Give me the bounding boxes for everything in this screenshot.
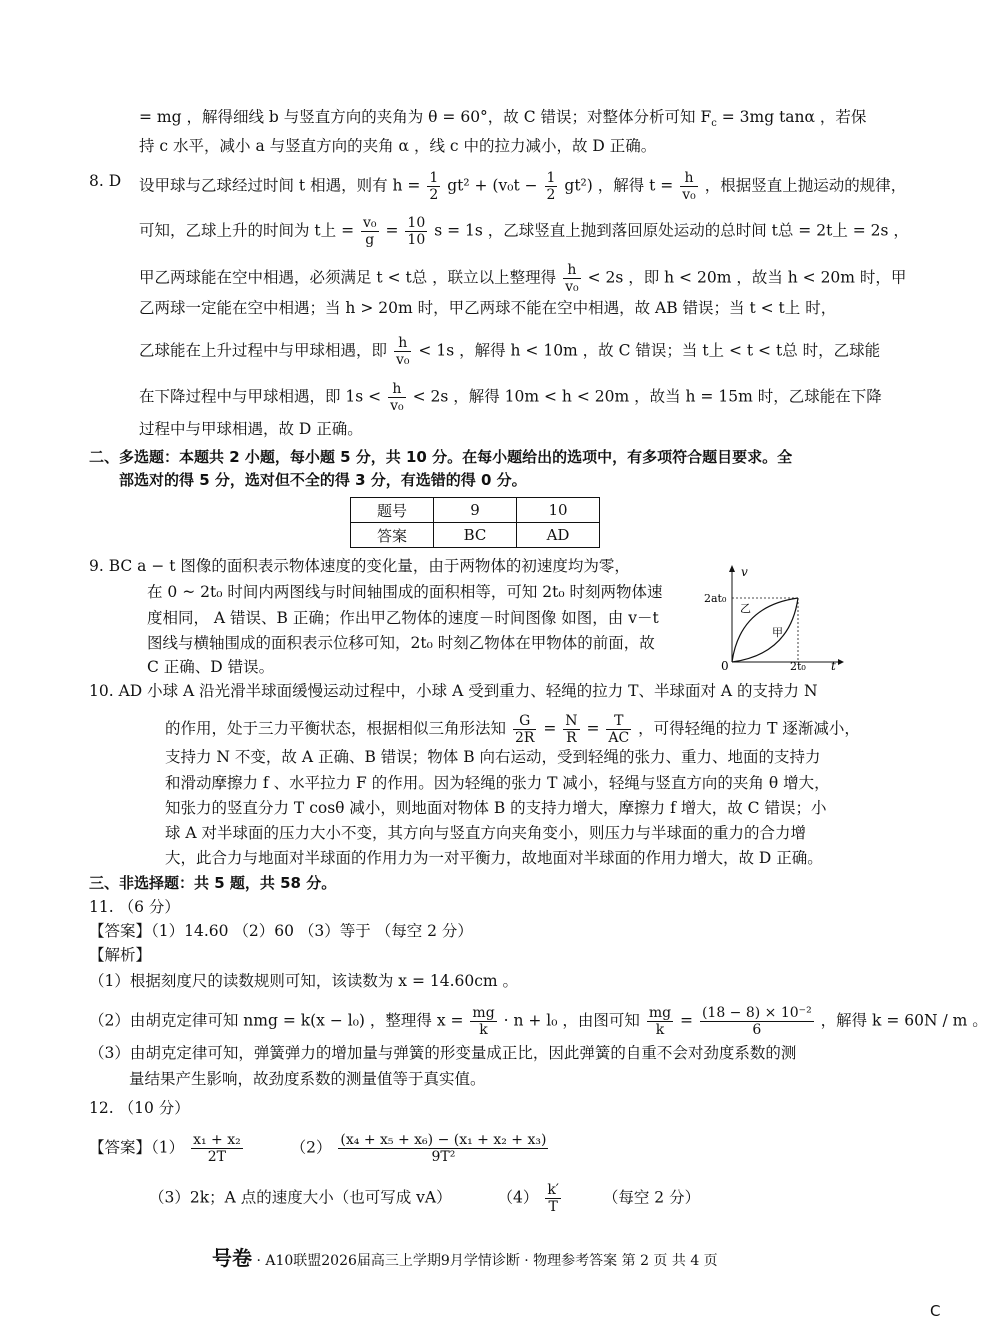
table-row — [351, 523, 600, 548]
t-axis-label: t — [831, 659, 836, 673]
q10-line1: 10. AD 小球 A 沿光滑半球面缓慢运动过程中，小球 A 受到重力、轻绳的拉力 T、半球面对 A 的支持力 N — [89, 682, 818, 700]
t-axis-arrow — [838, 659, 844, 665]
y-tick-label: 2at₀ — [704, 592, 727, 605]
table-header-cell: 10 — [517, 498, 600, 523]
table-row — [351, 498, 600, 523]
section2-heading-line1: 二、多选题：本题共 2 小题，每小题 5 分，共 10 分。在每小题给出的选项中，有多项符合题目要求。全 — [89, 448, 793, 466]
q10-line7: 大，此合力与地面对半球面的作用力为一对平衡力，故地面对半球面的作用力增大，故 D 正确。 — [165, 849, 823, 867]
q8-line1: 设甲球与乙球经过时间 t 相遇，则有 h = $\frac{1}{2}$ gt² + (v₀t − $\frac{1}{2}$ gt²) ，解得 t = $\frac{h}{\text{v₀}}$ ，根据竖直上抛运动的规律， — [139, 170, 907, 203]
brand-logo: 号卷 — [212, 1246, 252, 1270]
origin-label: 0 — [721, 659, 729, 673]
q9-line3: 度相同， A 错误、B 正确；作出甲乙物体的速度－时间图像 如图，由 v－t — [147, 609, 659, 627]
q8-line4: 乙两球一定能在空中相遇；当 h > 20m 时，甲乙两球不能在空中相遇，故 AB 错误；当 t < t上 时， — [139, 299, 837, 317]
section2-heading-line2: 部选对的得 5 分，选对但不全的得 3 分，有选错的得 0 分。 — [119, 471, 527, 489]
x-tick-label: 2t₀ — [790, 660, 806, 673]
q8-line6: 在下降过程中与甲球相遇，即 1s < $\frac{h}{\text{v₀}}$ < 2s ，解得 10m < h < 20m ，故当 h = 15m 时，乙球能在下降 — [139, 381, 882, 414]
q11-step3-line1: （3）由胡克定律可知，弹簧弹力的增加量与弹簧的形变量成正比，因此弹簧的自重不会对劲度系数的测 — [89, 1044, 797, 1062]
q11-title: 11. （6 分） — [89, 898, 180, 916]
q10-line6: 球 A 对半球面的压力大小不变，其方向与竖直方向夹角变小，则压力与半球面的重力的合力增 — [165, 824, 807, 842]
q9-line5: C 正确、D 错误。 — [147, 658, 275, 676]
q12-answer-line1: 【答案】（1） $\frac{\text{x₁ + x₂}}{2T}$ （2） $\frac{\text{(x₄ + x₅ + x₆) − (x₁ + x₂ + x₃)}}{\text{9T²}}$ — [89, 1132, 547, 1165]
q9-line4: 图线与横轴围成的面积表示位移可知，2t₀ 时刻乙物体在甲物体的前面，故 — [147, 634, 655, 652]
q7-end-line2: 持 c 水平，减小 a 与竖直方向的夹角 α ，线 c 中的拉力减小，故 D 正确。 — [139, 137, 657, 155]
q8-line3: 甲乙两球能在空中相遇，必须满足 t < t总 ，联立以上整理得 $\frac{h}{\text{v₀}}$ < 2s ，即 h < 20m ，故当 h < 20m 时，甲 — [139, 262, 907, 295]
q10-line4: 和滑动摩擦力 f 、水平拉力 F 的作用。因为轻绳的张力 T 减小，轻绳与竖直方向的夹角 θ 增大， — [165, 774, 830, 792]
q8-line2: 可知，乙球上升的时间为 t上 = $\frac{\text{v₀}}{g}$ = $\frac{10}{10}$ s = 1s ，乙球竖直上抛到落回原处运动的总时间 t总 = 2t上 = 2s ， — [139, 215, 909, 248]
jia-curve-label: 甲 — [772, 626, 783, 639]
footer-text: · A10联盟2026届高三上学期9月学情诊断 · 物理参考答案 第 2 页 共 4 页 — [256, 1253, 718, 1269]
q9-line1: 9. BC a − t 图像的面积表示物体速度的变化量，由于两物体的初速度均为零， — [89, 557, 630, 575]
table-header-cell: 9 — [434, 498, 517, 523]
corner-mark: C — [930, 1302, 941, 1320]
q10-line3: 支持力 N 不变，故 A 正确、B 错误；物体 B 向右运动，受到轻绳的张力、重力、地面的支持力 — [165, 748, 821, 766]
q11-analysis-label: 【解析】 — [89, 946, 152, 964]
table-cell: 答案 — [351, 523, 434, 548]
q8-line5: 乙球能在上升过程中与甲球相遇，即 $\frac{h}{\text{v₀}}$ < 1s ，解得 h < 10m ，故 C 错误；当 t上 < t < t总 时，乙球能 — [139, 335, 881, 368]
q11-answer: 【答案】（1）14.60 （2）60 （3）等于 （每空 2 分） — [89, 922, 473, 940]
table-header-cell: 题号 — [351, 498, 434, 523]
q8-line7: 过程中与甲球相遇，故 D 正确。 — [139, 420, 363, 438]
q8-label: 8. D — [89, 172, 122, 190]
table-cell: AD — [517, 523, 600, 548]
answer-table — [350, 497, 600, 548]
v-axis-label: v — [741, 565, 748, 579]
q9-line2: 在 0 ~ 2t₀ 时间内两图线与时间轴围成的面积相等，可知 2t₀ 时刻两物体速 — [147, 583, 663, 601]
q11-step2: （2）由胡克定律可知 nmg = k(x − l₀) ，整理得 x = $\frac{mg}{k}$ · n + l₀ ，由图可知 $\frac{mg}{k}$ = $\frac{\text{(18 − 8) × 10⁻²}}{6}$ ，解得 k = 60N / m 。 — [89, 1005, 988, 1038]
yi-curve-label: 乙 — [740, 602, 751, 615]
velocity-time-graph — [700, 562, 845, 674]
table-cell: BC — [434, 523, 517, 548]
q12-title: 12. （10 分） — [89, 1099, 190, 1117]
section3-heading: 三、非选择题：共 5 题，共 58 分。 — [89, 874, 337, 892]
q12-answer-line2: （3）2k；A 点的速度大小（也可写成 vA） （4） $\frac{k'}{T}$ （每空 2 分） — [149, 1182, 701, 1215]
q11-step1: （1）根据刻度尺的读数规则可知，该读数为 x = 14.60cm 。 — [89, 972, 519, 990]
v-axis-arrow — [729, 565, 735, 572]
page-footer — [212, 1242, 718, 1271]
q7-end-line1: = mg ，解得细线 b 与竖直方向的夹角为 θ = 60°，故 C 错误；对整体分析可知 $F_c = 3mg$ tanα ，若保 — [139, 108, 867, 130]
q10-line5: 知张力的竖直分力 T cosθ 减小，则地面对物体 B 的支持力增大，摩擦力 f 增大，故 C 错误；小 — [165, 799, 827, 817]
q11-step3-line2: 量结果产生影响，故劲度系数的测量值等于真实值。 — [129, 1070, 486, 1088]
q10-line2: 的作用，处于三力平衡状态，根据相似三角形法知 $\frac{G}{2R}$ = $\frac{N}{R}$ = $\frac{T}{AC}$ ，可得轻绳的拉力 T 逐渐减小， — [165, 713, 860, 746]
